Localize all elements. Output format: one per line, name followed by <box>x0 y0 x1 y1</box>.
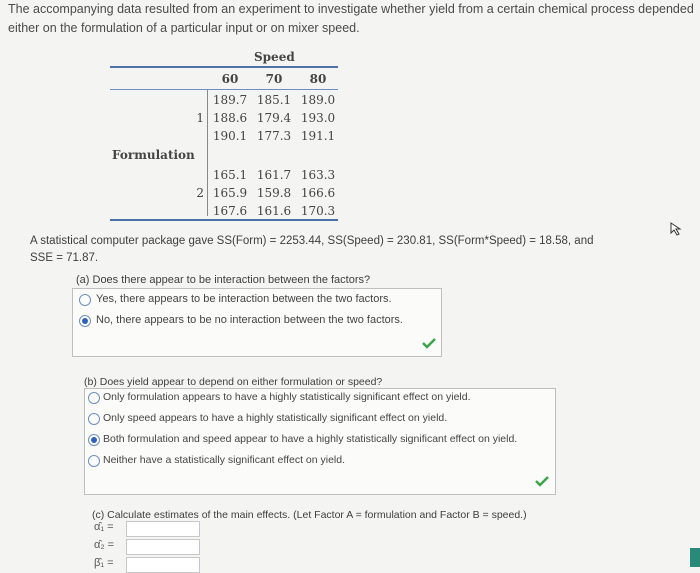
cell: 179.4 <box>256 111 292 125</box>
cell: 165.9 <box>212 186 248 200</box>
cell: 177.3 <box>256 129 292 143</box>
cell: 166.6 <box>300 186 336 200</box>
alpha1-input[interactable] <box>126 521 200 537</box>
formulation-label: Formulation <box>112 148 195 162</box>
part-a-answer-area <box>72 332 442 357</box>
checkmark-icon <box>421 337 437 349</box>
radio-icon[interactable] <box>88 455 100 467</box>
cell: 170.3 <box>300 204 336 218</box>
table-top-rule <box>110 66 338 68</box>
cell: 159.8 <box>256 186 292 200</box>
beta1-input[interactable] <box>126 557 200 573</box>
level-2: 2 <box>196 186 204 200</box>
cell: 161.7 <box>256 168 292 182</box>
part-c-question: (c) Calculate estimates of the main effects. (Let Factor A = formulation and Factor B = speed.) <box>92 509 527 521</box>
speed-60: 60 <box>221 72 239 86</box>
cell: 190.1 <box>212 129 248 143</box>
part-b-option-formulation[interactable]: Only formulation appears to have a highly statistically significant effect on yield. <box>103 391 471 403</box>
cell: 163.3 <box>300 168 336 182</box>
stats-line-2: SSE = 71.87. <box>30 252 99 264</box>
alpha2-input[interactable] <box>126 539 200 555</box>
cell: 188.6 <box>212 111 248 125</box>
beta1-label: β̂₁ = <box>94 557 114 569</box>
part-b-option-speed[interactable]: Only speed appears to have a highly statistically significant effect on yield. <box>103 412 448 424</box>
cell: 167.6 <box>212 204 248 218</box>
part-b-question: (b) Does yield appear to depend on either formulation or speed? <box>84 376 383 388</box>
intro-line-2: either on the formulation of a particular input or on mixer speed. <box>8 21 360 35</box>
speed-70: 70 <box>265 72 283 86</box>
radio-icon[interactable] <box>88 392 100 404</box>
cell: 161.6 <box>256 204 292 218</box>
cell: 165.1 <box>212 168 248 182</box>
cursor-icon <box>670 222 682 236</box>
stats-paragraph <box>30 233 670 267</box>
level-1: 1 <box>196 111 204 125</box>
radio-icon[interactable] <box>88 434 100 446</box>
part-b-answer-area <box>84 474 556 495</box>
table-bottom-rule <box>110 219 338 221</box>
part-b-option-both[interactable]: Both formulation and speed appear to have a highly statistically significant effect on yield. <box>103 433 518 445</box>
cell: 185.1 <box>256 93 292 107</box>
alpha2-label: α̂₂ = <box>94 539 115 551</box>
intro-line-1: The accompanying data resulted from an experiment to investigate whether yield from a certain chemical process depended <box>8 2 694 16</box>
speed-80: 80 <box>309 72 327 86</box>
part-a-option-no[interactable]: No, there appears to be no interaction between the two factors. <box>96 314 403 326</box>
cell: 189.7 <box>212 93 248 107</box>
alpha1-label: α̂₁ = <box>94 521 114 533</box>
checkmark-icon <box>534 475 550 487</box>
radio-icon[interactable] <box>79 294 91 306</box>
cell: 189.0 <box>300 93 336 107</box>
part-b-option-neither[interactable]: Neither have a statistically significant effect on yield. <box>103 454 346 466</box>
part-a-option-yes[interactable]: Yes, there appears to be interaction between the two factors. <box>96 293 392 305</box>
table-header-rule <box>110 89 338 90</box>
problem-intro <box>8 0 698 38</box>
cell: 191.1 <box>300 129 336 143</box>
stats-line-1: A statistical computer package gave SS(Form) = 2253.44, SS(Speed) = 230.81, SS(Form*Speed) = 18.58, and <box>30 235 594 247</box>
part-a-question: (a) Does there appear to be interaction between the factors? <box>76 274 371 286</box>
radio-icon[interactable] <box>79 315 91 327</box>
side-widget-edge[interactable] <box>690 548 700 567</box>
cell: 193.0 <box>300 111 336 125</box>
speed-header: Speed <box>254 50 295 64</box>
radio-icon[interactable] <box>88 413 100 425</box>
